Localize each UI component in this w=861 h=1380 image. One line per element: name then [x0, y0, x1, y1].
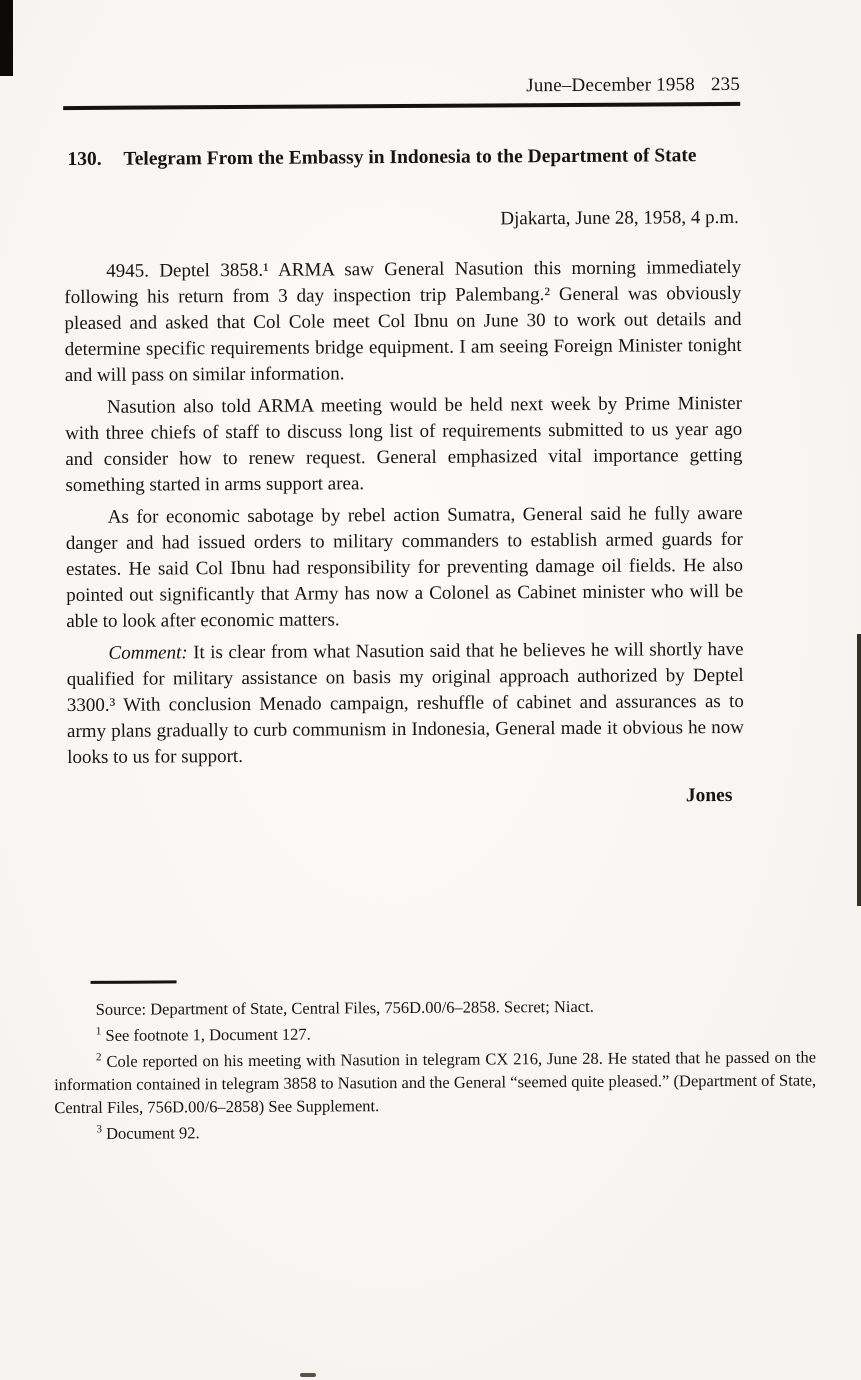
- document-heading: [63, 142, 740, 173]
- footnote-3-marker: 3: [96, 1123, 102, 1136]
- paragraph-1: 4945. Deptel 3858.¹ ARMA saw General Nasution this morning immediately following his return from 3 day inspection trip Palembang.² General was obviously pleased and asked that Col Cole meet Col Ibnu on June 30 to work out details and determine specific requirements bridge equipment. I am seeing Foreign Minister tonight and will pass on similar information.: [64, 256, 742, 387]
- footnote-3: [54, 1117, 816, 1145]
- dateline: Djakarta, June 28, 1958, 4 p.m.: [500, 206, 739, 230]
- comment-text: It is clear from what Nasution said that he believes he will shortly have qualified for military assistance on basis my original approach authorized by Deptel 3300.³ With conclusion Menado campaign, reshuffle of cabinet and assurances as to army plans gradually to curb communism in Indonesia, General made it obvious he now looks to us for support.: [66, 638, 745, 769]
- signature: Jones: [685, 784, 733, 807]
- footnote-2: [54, 1045, 816, 1119]
- footnote-2-text: Cole reported on his meeting with Nasution in telegram CX 216, June 28. He stated that he passed on the information contained in telegram 3858 to Nasution and the General “seemed quite pleased.” (Department of State, Central Files, 756D.00/6–2858) See Supplement.: [54, 1047, 817, 1118]
- running-header: [63, 74, 740, 100]
- scan-artifact-bottom: [300, 1373, 316, 1377]
- comment-label: Comment:: [108, 642, 188, 664]
- footnote-1: [54, 1019, 816, 1047]
- paragraph-3: As for economic sabotage by rebel action Sumatra, General said he fully aware danger and had issued orders to military commanders to establish armed guards for estates. He said Col Ibnu had responsibility for preventing damage oil fields. He also pointed out significantly that Army has now a Colonel as Cabinet minister who will be able to look after economic matters.: [65, 502, 744, 633]
- scan-artifact-right-edge: [857, 634, 861, 906]
- footnote-1-text: See footnote 1, Document 127.: [105, 1024, 311, 1045]
- document-number: 130.: [67, 148, 102, 171]
- page-content: [54, 73, 817, 1148]
- footnote-1-marker: 1: [95, 1025, 102, 1038]
- header-date-range: June–December 1958: [526, 74, 696, 97]
- header-rule: [63, 102, 740, 110]
- footnotes-section: [54, 993, 817, 1145]
- document-title: Telegram From the Embassy in Indonesia to the Department of State: [123, 145, 697, 170]
- footnote-rule: [91, 980, 177, 984]
- paragraph-comment: [66, 637, 744, 771]
- footnote-source: Source: Department of State, Central Files, 756D.00/6–2858. Secret; Niact.: [95, 996, 594, 1019]
- footnote-2-marker: 2: [95, 1051, 102, 1064]
- footnote-3-text: Document 92.: [106, 1123, 200, 1143]
- paragraph-2: Nasution also told ARMA meeting would be held next week by Prime Minister with three chiefs of staff to discuss long list of requirements submitted to us year ago and consider how to renew request. General emphasized vital importance getting something started in arms support area.: [65, 392, 743, 497]
- scan-artifact-top-left: [0, 0, 13, 76]
- page-number: 235: [710, 73, 741, 96]
